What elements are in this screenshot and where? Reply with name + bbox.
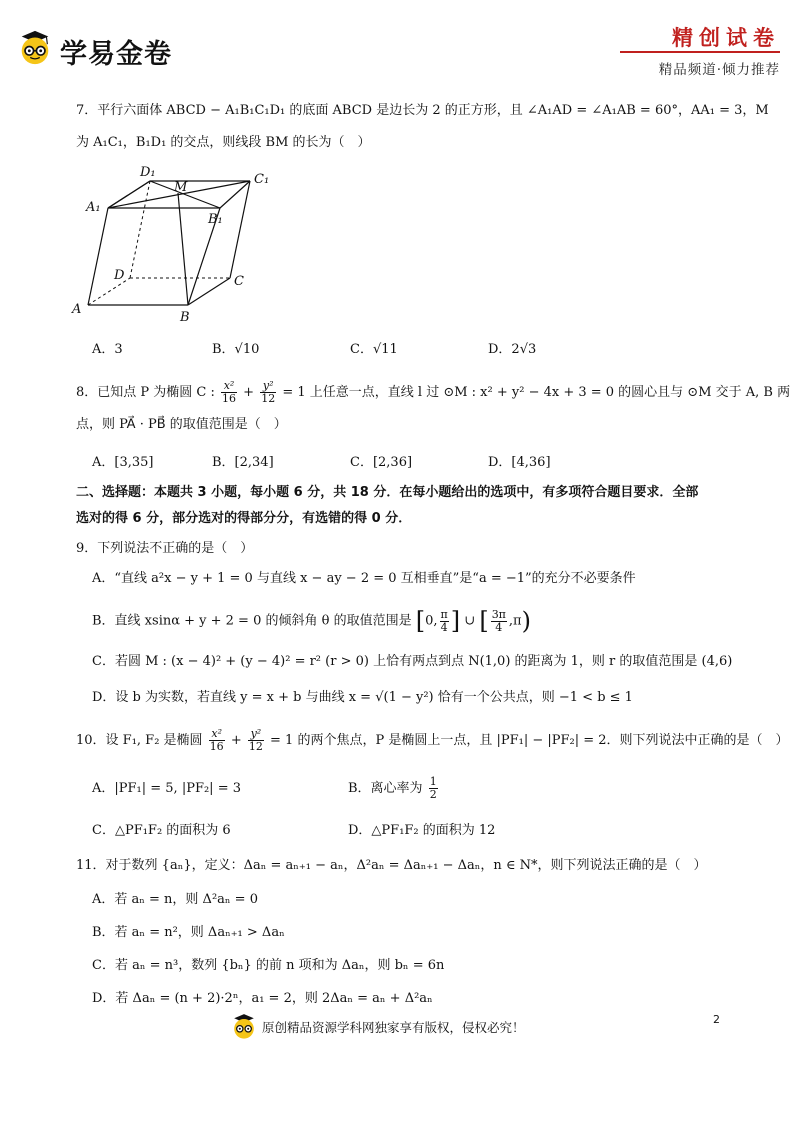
footer-copyright: 原创精品资源学科网独家享有版权，侵权必究！ (262, 1020, 525, 1035)
q8-plus: + (243, 385, 255, 400)
q11-option-a: A．若 aₙ = n，则 Δ²aₙ = 0 (92, 892, 258, 907)
q9-optb-frac2-den: 4 (495, 620, 503, 634)
q7-stem-line1: 7．平行六面体 ABCD − A₁B₁C₁D₁ 的底面 ABCD 是边长为 2 的正方形，且 ∠A₁AD = ∠A₁AB = 60°，AA₁ = 3，M (76, 103, 769, 118)
header-logo (12, 22, 232, 72)
label-A: A (72, 302, 82, 317)
q8-stem-line2: 点，则 PA⃗ · PB⃗ 的取值范围是（ ） (76, 417, 287, 432)
header-brand (620, 20, 780, 80)
q10-frac-y-den: 12 (248, 740, 263, 753)
parallelepiped-figure (70, 163, 280, 323)
q9-optb-frac1 (440, 609, 449, 634)
label-B1: B₁ (208, 212, 223, 227)
q8-frac-y-num: y² (260, 380, 276, 393)
brand-tagline: 精品频道·倾力推荐 (658, 62, 780, 78)
q9-stem: 9．下列说法不正确的是（ ） (76, 541, 254, 556)
q9-optb-frac2 (491, 609, 507, 634)
q10-frac-y-num: y² (248, 728, 264, 741)
q8-frac-y-den: 12 (261, 392, 276, 405)
mascot-icon (230, 1012, 258, 1040)
label-B: B (180, 310, 190, 323)
q9-optb-bracket-open: [ (415, 607, 426, 635)
q8-frac-x-num: x² (221, 380, 237, 393)
q11-option-c: C．若 aₙ = n³，数列 {bₙ} 的前 n 项和为 Δaₙ，则 bₙ = 6n (92, 958, 445, 973)
q9-optb-bracket2-open: [ (479, 607, 489, 635)
q9-option-c: C．若圆 M : (x − 4)² + (y − 4)² = r² (r > 0) 上恰有两点到点 N(1,0) 的距离为 1，则 r 的取值范围是 (4,6) (92, 654, 733, 669)
q10-optb-num: 1 (429, 775, 437, 788)
q9-optb-int1-left: 0, (425, 613, 438, 629)
q10-post: = 1 的两个焦点，P 是椭圆上一点，且 |PF₁| − |PF₂| = 2．则下列说法中正确的是（ ） (270, 733, 789, 748)
label-C1: C₁ (254, 172, 270, 187)
q9-option-b (92, 604, 531, 639)
q9-option-d: D．设 b 为实数，若直线 y = x + b 与曲线 x = √(1 − y²) 恰有一个公共点，则 −1 < b ≤ 1 (92, 690, 633, 705)
q10-option-b (348, 773, 440, 805)
q7-stem-line2: 为 A₁C₁，B₁D₁ 的交点，则线段 BM 的长为（ ） (76, 135, 371, 150)
q8-option-c: C．[2,36] (350, 455, 413, 470)
q11-option-b: B．若 aₙ = n²，则 Δaₙ₊₁ > Δaₙ (92, 925, 285, 940)
q9-optb-union: ∪ (464, 613, 476, 629)
logo-text: 学易金卷 (60, 39, 172, 70)
q10-option-c: C．△PF₁F₂ 的面积为 6 (92, 823, 231, 838)
q9-optb-frac1-den: 4 (440, 620, 448, 634)
q9-optb-frac1-num: π (440, 607, 448, 621)
q9-optb-pre: B．直线 xsinα + y + 2 = 0 的倾斜角 θ 的取值范围是 (92, 613, 412, 629)
q10-frac-x-den: 16 (209, 740, 224, 753)
q10-plus: + (230, 733, 242, 748)
brand-title: 精创试卷 (672, 25, 780, 50)
q10-option-d: D．△PF₁F₂ 的面积为 12 (348, 823, 496, 838)
q10-frac-x-num: x² (209, 728, 225, 741)
q10-frac-x (209, 728, 225, 753)
q9-optb-paren-close: ) (521, 607, 531, 635)
q7-option-d: D．2√3 (488, 342, 537, 357)
q7-option-b: B．√10 (212, 342, 260, 357)
q8-frac-y (260, 380, 276, 405)
q8-frac-x-den: 16 (222, 392, 237, 405)
brand-divider (620, 51, 780, 53)
q10-stem (76, 726, 789, 756)
q10-optb-pre: B．离心率为 (348, 781, 423, 796)
q9-optb-bracket-close: ] (450, 607, 461, 635)
q10-frac-y (248, 728, 264, 753)
q10-optb-den: 2 (429, 788, 437, 801)
q7-option-c: C．√11 (350, 342, 398, 357)
q10-pre: 10．设 F₁, F₂ 是椭圆 (76, 733, 203, 748)
q8-line1-pre: 8．已知点 P 为椭圆 C : (76, 385, 215, 400)
q8-stem-line1 (76, 378, 790, 408)
q8-option-b: B．[2,34] (212, 455, 274, 470)
page-number: 2 (713, 1013, 720, 1026)
q10-optb-frac (429, 776, 438, 801)
label-A1: A₁ (86, 200, 101, 215)
q9-optb-frac2-num: 3π (491, 607, 506, 621)
label-D1: D₁ (140, 165, 156, 180)
section2-heading-line2: 选对的得 6 分，部分选对的得部分分，有选错的得 0 分． (76, 511, 412, 526)
q8-line1-post: = 1 上任意一点，直线 l 过 ⊙M : x² + y² − 4x + 3 = 0 的圆心且与 ⊙M 交于 A, B 两 (282, 385, 791, 400)
q8-option-a: A．[3,35] (92, 455, 154, 470)
q8-option-d: D．[4,36] (488, 455, 551, 470)
label-M: M (174, 180, 188, 195)
q9-optb-int2-right: ,π (508, 613, 522, 629)
q7-option-a: A．3 (92, 342, 123, 357)
mascot-icon (16, 28, 54, 66)
label-C: C (234, 274, 244, 289)
section2-heading-line1: 二、选择题：本题共 3 小题，每小题 6 分，共 18 分．在每小题给出的选项中，有多项符合题目要求．全部 (76, 485, 699, 500)
q10-option-a: A．|PF₁| = 5, |PF₂| = 3 (92, 781, 241, 796)
q11-stem: 11．对于数列 {aₙ}，定义：Δaₙ = aₙ₊₁ − aₙ，Δ²aₙ = Δaₙ₊₁ − Δaₙ，n ∈ N*，则下列说法正确的是（ ） (76, 858, 707, 873)
q9-option-a: A．“直线 a²x − y + 1 = 0 与直线 x − ay − 2 = 0 互相垂直”是“a = −1”的充分不必要条件 (92, 571, 636, 586)
q11-option-d: D．若 Δaₙ = (n + 2)·2ⁿ，a₁ = 2，则 2Δaₙ = aₙ + Δ²aₙ (92, 991, 433, 1006)
label-D: D (114, 268, 125, 283)
q8-frac-x (221, 380, 237, 405)
